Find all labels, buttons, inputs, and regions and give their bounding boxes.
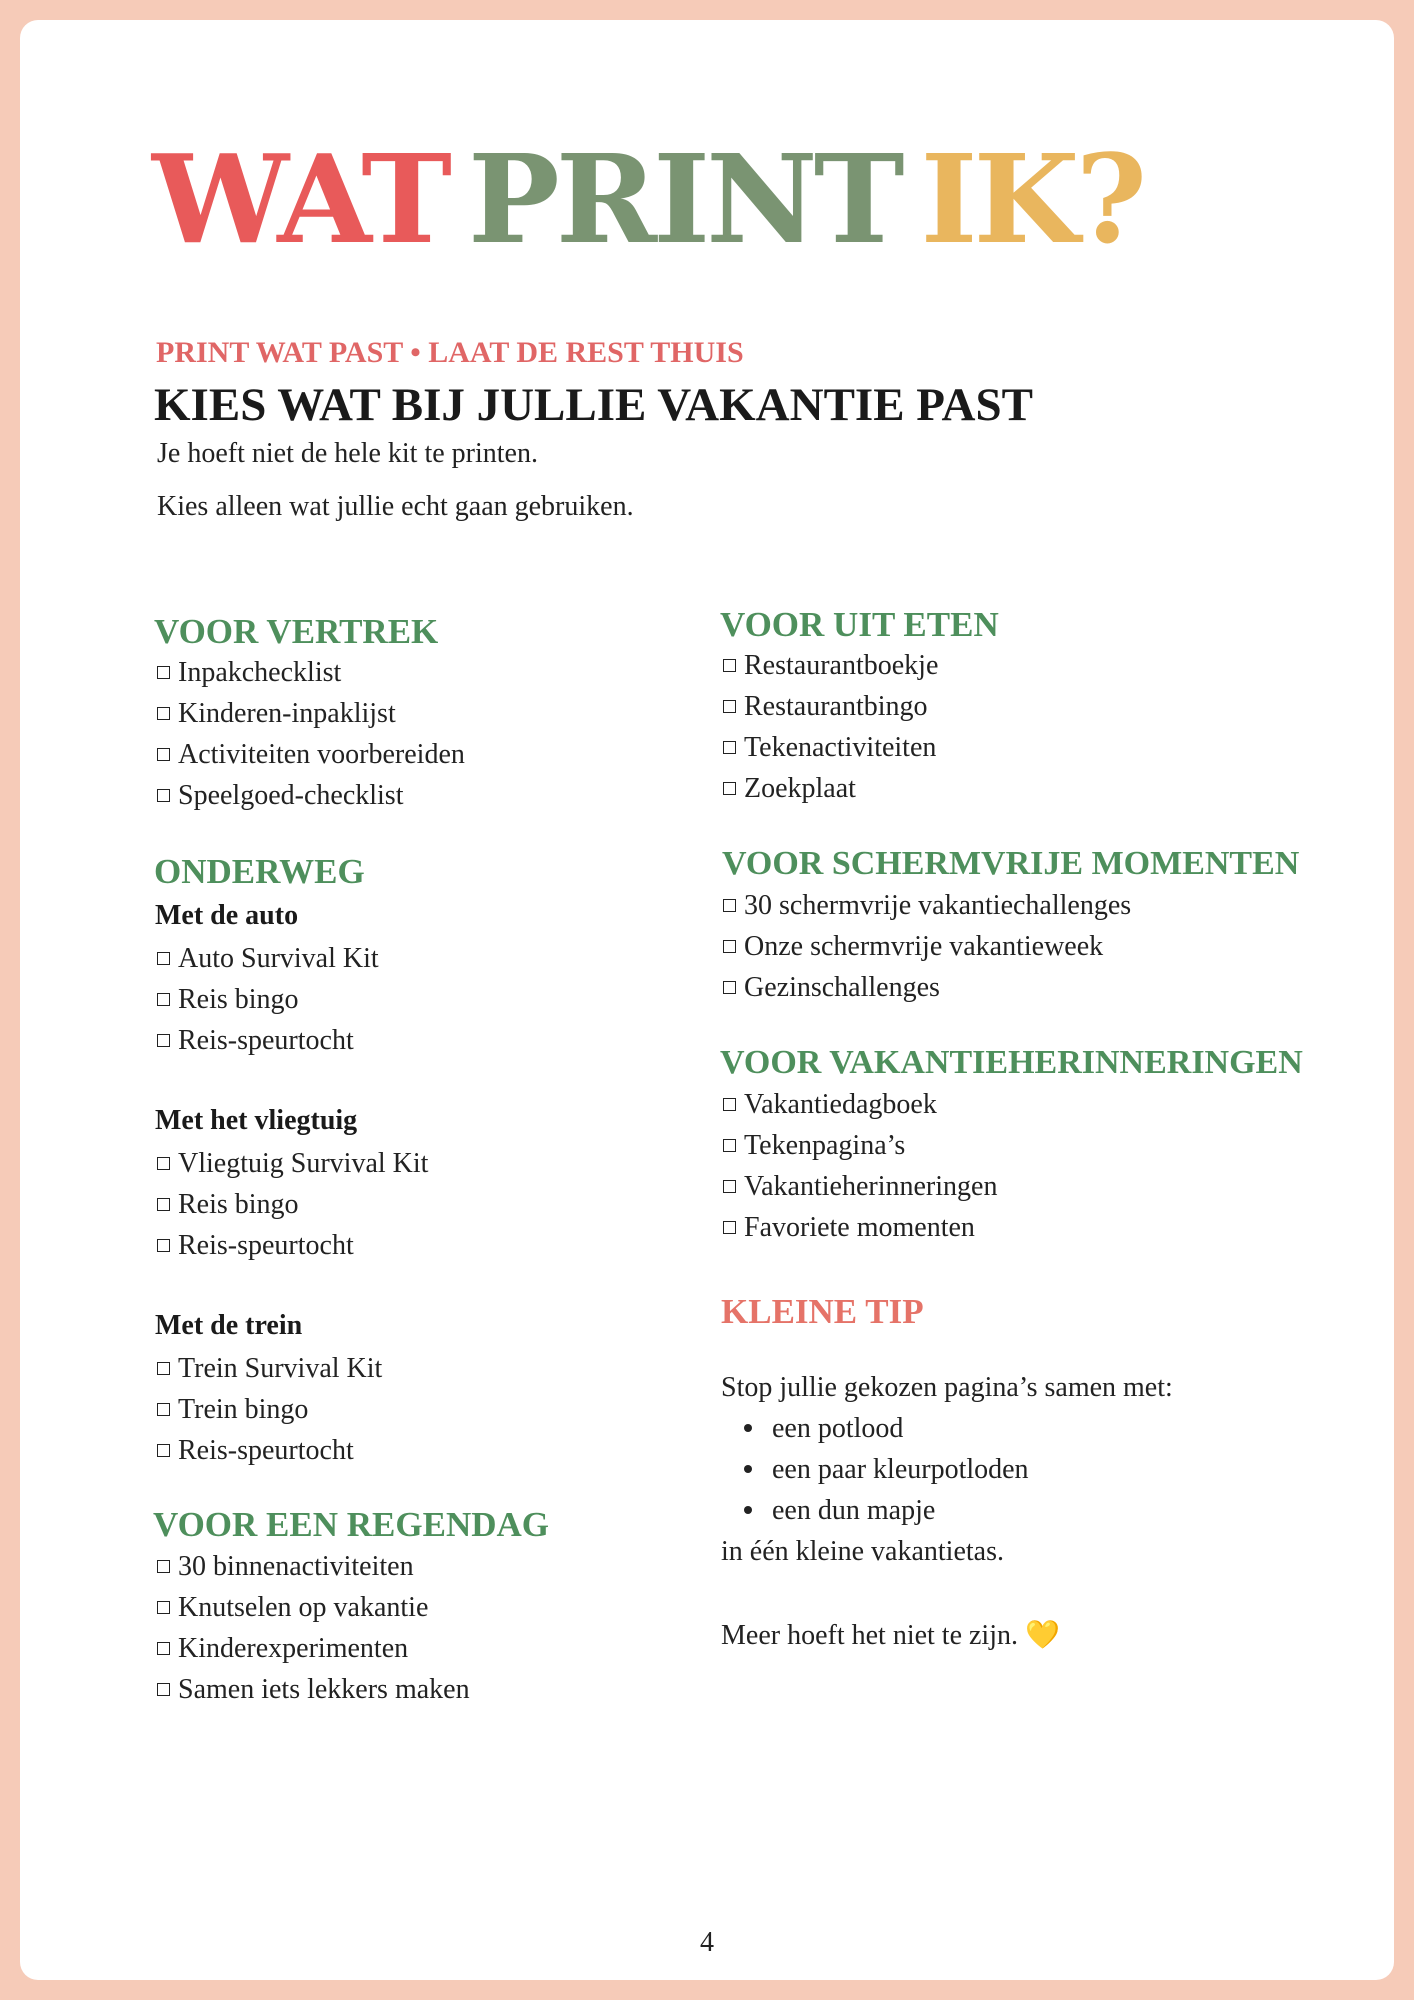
- checkbox-icon[interactable]: [157, 666, 170, 679]
- section-title-uit-eten: VOOR UIT ETEN: [720, 605, 999, 644]
- checklist-item[interactable]: Auto Survival Kit: [157, 938, 379, 979]
- section-title-regendag: VOOR EEN REGENDAG: [153, 1505, 550, 1544]
- checkbox-icon[interactable]: [157, 1198, 170, 1211]
- bullet-icon: [744, 1506, 752, 1514]
- checklist-item[interactable]: 30 schermvrije vakantiechallenges: [723, 885, 1131, 926]
- checklist-item[interactable]: Reis-speurtocht: [157, 1430, 354, 1471]
- tip-lead: Stop jullie gekozen pagina’s samen met:: [721, 1372, 1173, 1403]
- section-title-onderweg: ONDERWEG: [154, 852, 365, 891]
- checklist-item[interactable]: Favoriete momenten: [723, 1207, 975, 1248]
- checkbox-icon[interactable]: [723, 782, 736, 795]
- checkbox-icon[interactable]: [157, 789, 170, 802]
- tip-closing: Meer hoeft het niet te zijn. 💛: [721, 1618, 1060, 1651]
- checklist-item[interactable]: Kinderexperimenten: [157, 1628, 408, 1669]
- title-word-print: PRINT: [467, 127, 901, 271]
- checklist-item[interactable]: Reis bingo: [157, 979, 299, 1020]
- bullet-icon: [744, 1424, 752, 1432]
- title-word-wat: WAT: [152, 127, 448, 271]
- tip-bullet: een dun mapje: [744, 1495, 935, 1527]
- checklist-item[interactable]: Trein bingo: [157, 1389, 308, 1430]
- page-title: [152, 127, 1163, 271]
- page-number: 4: [700, 1927, 714, 1958]
- section-title-herinneringen: VOOR VAKANTIEHERINNERINGEN: [720, 1044, 1303, 1081]
- title-word-ik: IK?: [920, 127, 1144, 271]
- checklist-item[interactable]: Onze schermvrije vakantieweek: [723, 926, 1103, 967]
- checkbox-icon[interactable]: [723, 741, 736, 754]
- checkbox-icon[interactable]: [157, 952, 170, 965]
- checklist-item[interactable]: Restaurantboekje: [723, 645, 938, 686]
- subsection-title-trein: Met de trein: [155, 1310, 303, 1341]
- checkbox-icon[interactable]: [723, 940, 736, 953]
- checkbox-icon[interactable]: [157, 707, 170, 720]
- checklist-item[interactable]: Vliegtuig Survival Kit: [157, 1143, 428, 1184]
- checklist-item[interactable]: Zoekplaat: [723, 768, 856, 809]
- tip-after: in één kleine vakantietas.: [721, 1536, 1004, 1567]
- checkbox-icon[interactable]: [723, 1139, 736, 1152]
- checkbox-icon[interactable]: [723, 981, 736, 994]
- checkbox-icon[interactable]: [157, 1403, 170, 1416]
- intro-line: Kies alleen wat jullie echt gaan gebruiken.: [157, 491, 634, 522]
- checklist-item[interactable]: Samen iets lekkers maken: [157, 1669, 470, 1710]
- checklist-item[interactable]: Knutselen op vakantie: [157, 1587, 428, 1628]
- checkbox-icon[interactable]: [157, 1683, 170, 1696]
- checkbox-icon[interactable]: [157, 1560, 170, 1573]
- tip-bullet: een potlood: [744, 1413, 903, 1445]
- checkbox-icon[interactable]: [723, 1221, 736, 1234]
- checklist-item[interactable]: Vakantiedagboek: [723, 1084, 937, 1125]
- checkbox-icon[interactable]: [157, 1034, 170, 1047]
- checklist-item[interactable]: Gezinschallenges: [723, 967, 940, 1008]
- checkbox-icon[interactable]: [157, 1444, 170, 1457]
- checkbox-icon[interactable]: [723, 899, 736, 912]
- checkbox-icon[interactable]: [157, 748, 170, 761]
- checkbox-icon[interactable]: [157, 1642, 170, 1655]
- tip-bullet: een paar kleurpotloden: [744, 1454, 1029, 1486]
- eyebrow-text: PRINT WAT PAST • LAAT DE REST THUIS: [156, 336, 744, 369]
- checkbox-icon[interactable]: [157, 1157, 170, 1170]
- checklist-item[interactable]: Restaurantbingo: [723, 686, 928, 727]
- subsection-title-auto: Met de auto: [155, 900, 299, 931]
- bullet-icon: [744, 1465, 752, 1473]
- subsection-title-vliegtuig: Met het vliegtuig: [155, 1105, 358, 1136]
- yellow-heart-icon: 💛: [1025, 1618, 1060, 1651]
- checkbox-icon[interactable]: [723, 1098, 736, 1111]
- checklist-item[interactable]: Vakantieherinneringen: [723, 1166, 997, 1207]
- section-title-schermvrij: VOOR SCHERMVRIJE MOMENTEN: [722, 845, 1300, 882]
- checklist-item[interactable]: Speelgoed-checklist: [157, 775, 403, 816]
- checkbox-icon[interactable]: [723, 700, 736, 713]
- checklist-item[interactable]: Reis bingo: [157, 1184, 299, 1225]
- checklist-item[interactable]: Kinderen-inpaklijst: [157, 693, 396, 734]
- subtitle: KIES WAT BIJ JULLIE VAKANTIE PAST: [154, 379, 1033, 431]
- checkbox-icon[interactable]: [157, 1601, 170, 1614]
- intro-line: Je hoeft niet de hele kit te printen.: [157, 438, 538, 469]
- checklist-item[interactable]: Trein Survival Kit: [157, 1348, 382, 1389]
- checklist-item[interactable]: Tekenactiviteiten: [723, 727, 936, 768]
- checklist-item[interactable]: Inpakchecklist: [157, 652, 341, 693]
- checklist-item[interactable]: 30 binnenactiviteiten: [157, 1546, 414, 1587]
- checklist-item[interactable]: Tekenpagina’s: [723, 1125, 905, 1166]
- checkbox-icon[interactable]: [723, 1180, 736, 1193]
- section-title-kleine-tip: KLEINE TIP: [721, 1292, 924, 1331]
- checklist-item[interactable]: Reis-speurtocht: [157, 1225, 354, 1266]
- section-title-voor-vertrek: VOOR VERTREK: [154, 612, 439, 651]
- checkbox-icon[interactable]: [157, 993, 170, 1006]
- checkbox-icon[interactable]: [157, 1362, 170, 1375]
- checklist-item[interactable]: Reis-speurtocht: [157, 1020, 354, 1061]
- checkbox-icon[interactable]: [157, 1239, 170, 1252]
- checklist-item[interactable]: Activiteiten voorbereiden: [157, 734, 465, 775]
- checkbox-icon[interactable]: [723, 659, 736, 672]
